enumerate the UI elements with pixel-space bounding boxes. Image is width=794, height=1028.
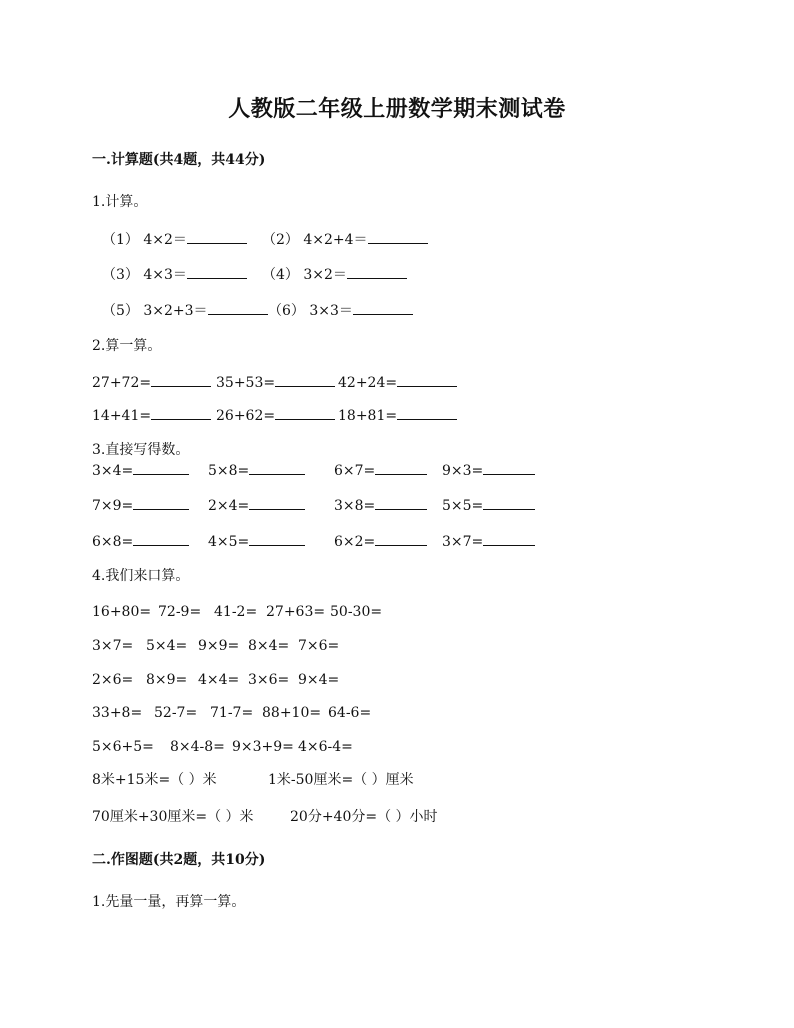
answer-blank[interactable]: [483, 460, 535, 475]
q4-row2-item3: 9×9=: [198, 638, 240, 654]
q3-item-6: 2×4=: [208, 495, 305, 516]
q3-item-8: 5×5=: [442, 495, 535, 516]
q3-item-1: 3×4=: [92, 460, 189, 481]
q1-item-3: （3） 4×3＝: [102, 264, 247, 285]
answer-blank[interactable]: [249, 460, 305, 475]
q4-row3-item3: 4×4=: [198, 672, 240, 688]
q4-row5-item1: 5×6+5=: [92, 739, 154, 755]
q2-item-5: 26+62=: [216, 405, 335, 426]
q4-unit-item2: 1米-50厘米=（ ）厘米: [268, 772, 414, 788]
answer-blank[interactable]: [275, 405, 335, 420]
answer-blank[interactable]: [187, 264, 247, 279]
q2-item-6: 18+81=: [338, 405, 457, 426]
section-2-heading: 二.作图题(共2题，共10分): [92, 852, 266, 868]
q4-row5-item3: 9×3+9=: [232, 739, 294, 755]
answer-blank[interactable]: [133, 531, 189, 546]
answer-blank[interactable]: [368, 229, 428, 244]
q4-row5-item2: 8×4-8=: [170, 739, 225, 755]
answer-blank[interactable]: [187, 229, 247, 244]
q4-unit-item4: 20分+40分=（ ）小时: [290, 809, 438, 825]
q4-row3-item1: 2×6=: [92, 672, 134, 688]
answer-blank[interactable]: [375, 531, 427, 546]
q4-row4-item5: 64-6=: [328, 705, 372, 721]
q1-item-2: （2） 4×2+4＝: [262, 229, 428, 250]
q1-item-1: （1） 4×2＝: [102, 229, 247, 250]
answer-blank[interactable]: [249, 531, 305, 546]
q4-row2-item5: 7×6=: [298, 638, 340, 654]
q4-unit-item3: 70厘米+30厘米=（ ）米: [92, 809, 254, 825]
q3-item-11: 6×2=: [334, 531, 427, 552]
answer-blank[interactable]: [397, 372, 457, 387]
q4-row4-item2: 52-7=: [154, 705, 198, 721]
answer-blank[interactable]: [208, 300, 268, 315]
q3-item-2: 5×8=: [208, 460, 305, 481]
answer-blank[interactable]: [151, 405, 211, 420]
q4-row3-item4: 3×6=: [248, 672, 290, 688]
q3-item-7: 3×8=: [334, 495, 427, 516]
q3-item-9: 6×8=: [92, 531, 189, 552]
answer-blank[interactable]: [397, 405, 457, 420]
q3-label: 3.直接写得数。: [92, 442, 190, 458]
q4-row1-item4: 27+63=: [266, 604, 326, 620]
q4-unit-item1: 8米+15米=（ ）米: [92, 772, 217, 788]
q3-item-3: 6×7=: [334, 460, 427, 481]
q2-item-2: 35+53=: [216, 372, 335, 393]
answer-blank[interactable]: [249, 495, 305, 510]
q3-item-4: 9×3=: [442, 460, 535, 481]
q1-label: 1.计算。: [92, 194, 148, 210]
q3-item-12: 3×7=: [442, 531, 535, 552]
q4-row4-item4: 88+10=: [262, 705, 322, 721]
q4-row3-item5: 9×4=: [298, 672, 340, 688]
answer-blank[interactable]: [275, 372, 335, 387]
answer-blank[interactable]: [133, 495, 189, 510]
q4-row2-item4: 8×4=: [248, 638, 290, 654]
q4-label: 4.我们来口算。: [92, 568, 190, 584]
section-1-heading: 一.计算题(共4题，共44分): [92, 152, 266, 168]
q4-row2-item1: 3×7=: [92, 638, 134, 654]
answer-blank[interactable]: [347, 264, 407, 279]
q4-row4-item3: 71-7=: [210, 705, 254, 721]
exam-title: 人教版二年级上册数学期末测试卷: [228, 96, 566, 122]
q4-row1-item5: 50-30=: [330, 604, 383, 620]
answer-blank[interactable]: [375, 460, 427, 475]
section2-q1-label: 1.先量一量，再算一算。: [92, 894, 246, 910]
q2-item-3: 42+24=: [338, 372, 457, 393]
q3-item-5: 7×9=: [92, 495, 189, 516]
answer-blank[interactable]: [483, 495, 535, 510]
q2-label: 2.算一算。: [92, 338, 162, 354]
q3-item-10: 4×5=: [208, 531, 305, 552]
answer-blank[interactable]: [353, 300, 413, 315]
q4-row2-item2: 5×4=: [146, 638, 188, 654]
q2-item-4: 14+41=: [92, 405, 211, 426]
q4-row3-item2: 8×9=: [146, 672, 188, 688]
q4-row1-item1: 16+80=: [92, 604, 152, 620]
q1-item-4: （4） 3×2＝: [262, 264, 407, 285]
answer-blank[interactable]: [133, 460, 189, 475]
q4-row1-item3: 41-2=: [214, 604, 258, 620]
q4-row1-item2: 72-9=: [158, 604, 202, 620]
answer-blank[interactable]: [375, 495, 427, 510]
answer-blank[interactable]: [151, 372, 211, 387]
answer-blank[interactable]: [483, 531, 535, 546]
q2-item-1: 27+72=: [92, 372, 211, 393]
q1-item-5: （5） 3×2+3＝: [102, 300, 268, 321]
q1-item-6: （6） 3×3＝: [268, 300, 413, 321]
q4-row5-item4: 4×6-4=: [298, 739, 353, 755]
q4-row4-item1: 33+8=: [92, 705, 143, 721]
